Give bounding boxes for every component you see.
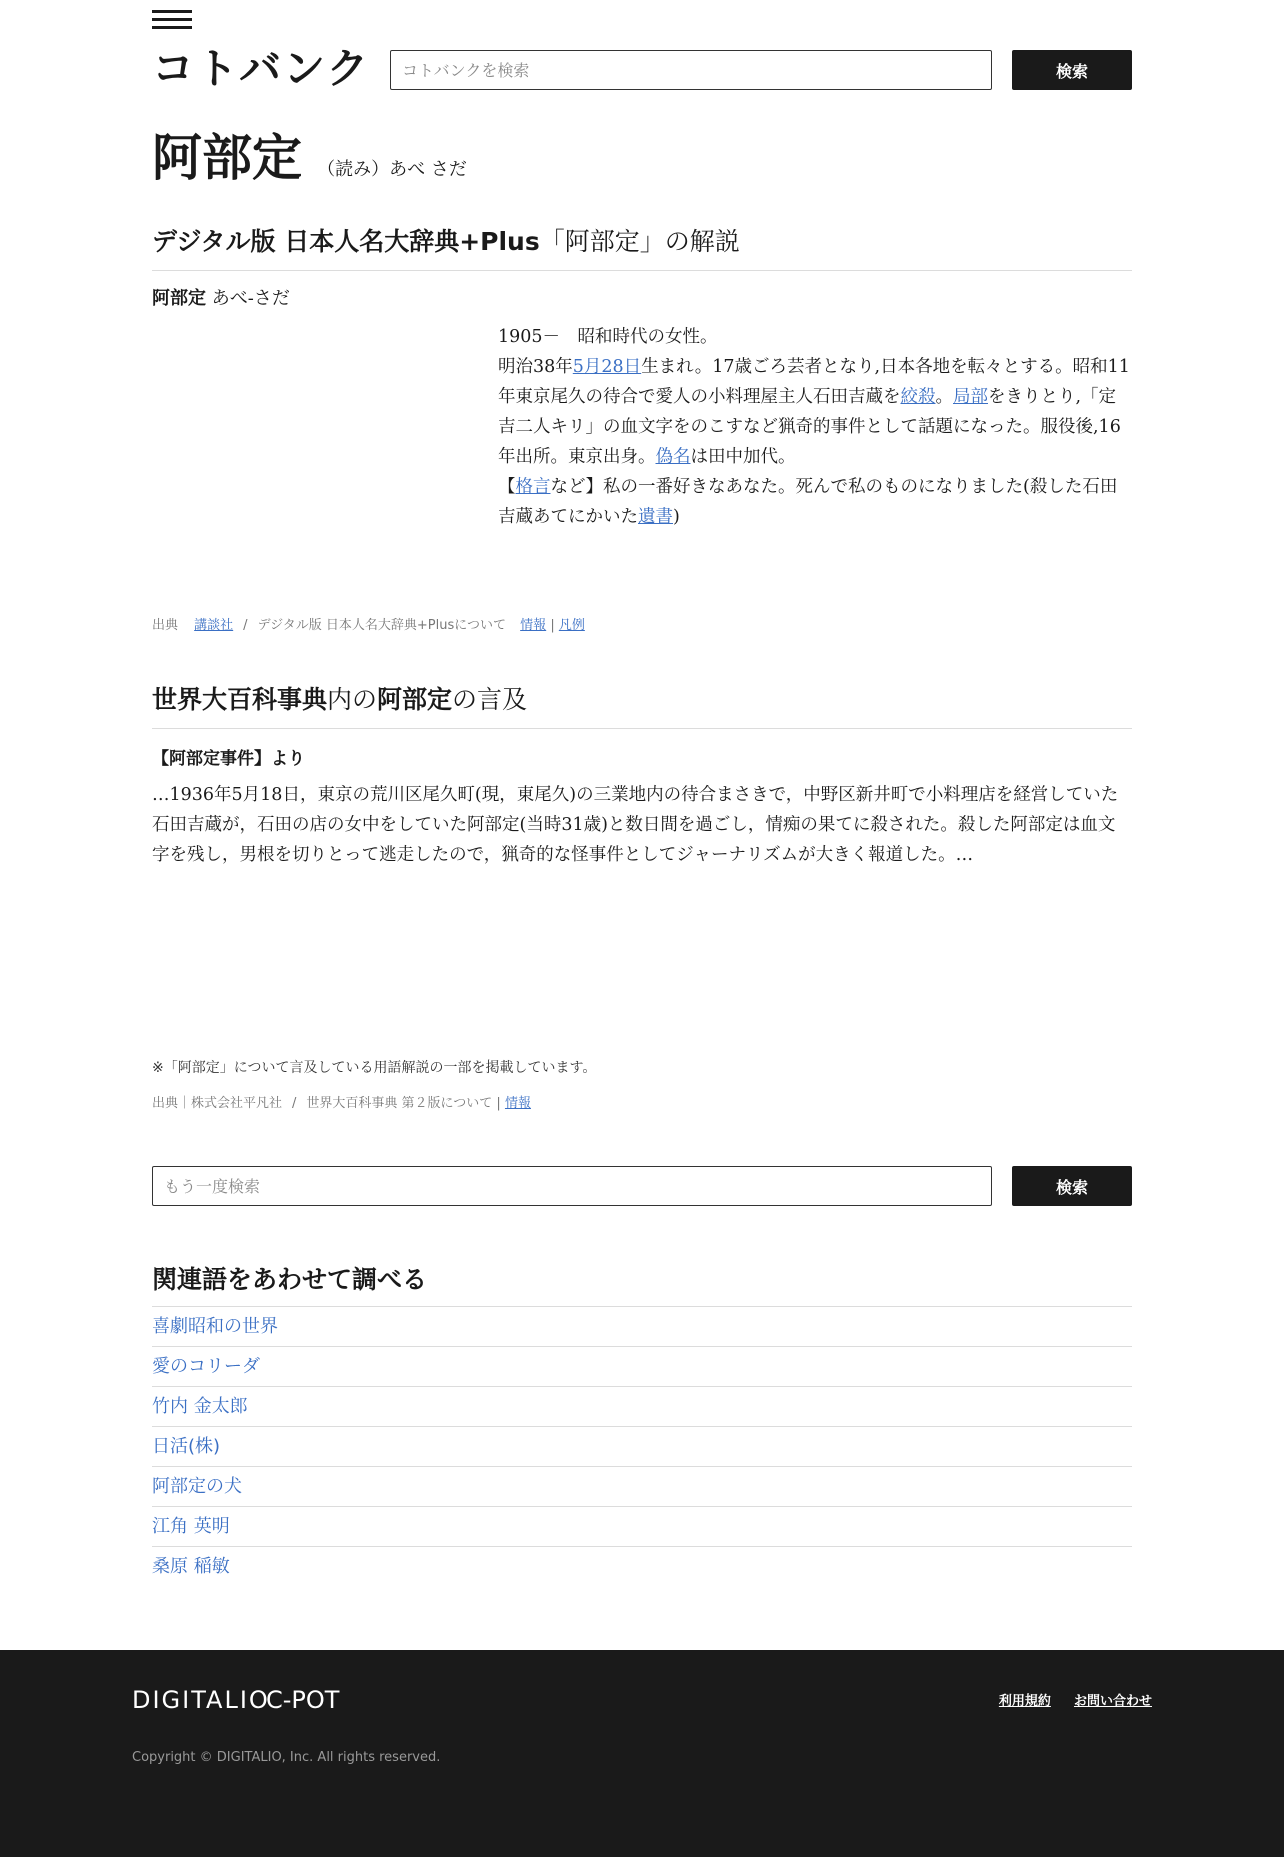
menu-icon-bar [152, 10, 192, 13]
link-kyokubu[interactable]: 局部 [953, 387, 988, 407]
related-link[interactable]: 阿部定の犬 [152, 1476, 242, 1497]
link-kousatsu[interactable]: 絞殺 [900, 387, 936, 407]
copyright: Copyright © DIGITALIO, Inc. All rights reserved. [132, 1750, 441, 1765]
heading-bold: 世界大百科事典 [152, 685, 328, 714]
search-button[interactable]: 検索 [1012, 50, 1132, 90]
page-title [152, 118, 467, 190]
source-label: 出典 [152, 618, 179, 633]
entry-text: 【 [498, 477, 516, 497]
quote-body: …1936年5月18日，東京の荒川区尾久町(現，東尾久)の三業地内の待合まさきで，中野区新井町で小料理店を経営していた石田吉蔵が，石田の店の女中をしていた阿部定(当時31歳)と数日間を過ごし，情痴の果てに殺された。殺した阿部定は血文字を残し，男根を切りとって逃走したので，猟奇的な怪事件としてジャーナリズムが大きく報道した。… [152, 785, 1119, 865]
source-pipe: | [496, 1096, 501, 1111]
entry-headword [152, 284, 290, 310]
list-item [152, 1306, 1132, 1346]
footer-links [981, 1690, 1152, 1709]
link-isho[interactable]: 遺書 [638, 507, 673, 527]
entry-text: をきりとり,「定吉二人キリ」の血文字をのこすなど猟奇的事件として話題になった。服役後,16年出所。東京出身。 [498, 387, 1121, 467]
related-title: 関連語をあわせて調べる [152, 1265, 428, 1294]
source-separator: / [243, 618, 248, 633]
link-info[interactable]: 情報 [504, 1096, 531, 1111]
section-heading-sekai-daihyakka [152, 680, 1132, 729]
entry-reading: あべ-さだ [211, 288, 290, 309]
list-item [152, 1386, 1132, 1426]
source-about: 世界大百科事典 第２版について [306, 1096, 493, 1111]
related-link[interactable]: 桑原 稲敏 [152, 1556, 230, 1577]
entry-lifespan: 1905－ 昭和時代の女性。 [498, 327, 718, 347]
page-title-text: 阿部定 [152, 129, 302, 187]
mention-note: ※「阿部定」について言及している用語解説の一部を掲載しています。 [152, 1060, 597, 1076]
search-again-button[interactable]: 検索 [1012, 1166, 1132, 1206]
section-heading-dictionary: デジタル版 日本人名大辞典+Plus [152, 227, 540, 256]
entry-text: は田中加代。 [690, 447, 796, 467]
related-link[interactable]: 愛のコリーダ [152, 1356, 260, 1377]
section-heading-nihon-jinmei [152, 222, 1132, 271]
entry-text: 。 [935, 387, 953, 407]
list-item [152, 1546, 1132, 1586]
entry-text: 生まれ。17歳ごろ芸者となり,日本各地を転々とする。昭和11年東京尾久の待合で愛人の小料理屋主人石田吉蔵を [498, 357, 1130, 407]
contact-link[interactable]: お問い合わせ [1073, 1694, 1152, 1709]
menu-icon-bar [152, 26, 192, 29]
source-credit-heibonsha [152, 1092, 531, 1111]
related-list [152, 1306, 1132, 1586]
cpot-logo[interactable]: C-POT [266, 1686, 340, 1714]
heading-text: 内の [327, 685, 378, 714]
digitalio-logo[interactable]: DIGITALIO [132, 1686, 270, 1714]
page-title-reading: （読み）あべ さだ [317, 159, 467, 180]
section-heading-rest: 「阿部定」の解説 [539, 227, 740, 256]
link-hanrei[interactable]: 凡例 [558, 618, 585, 633]
list-item [152, 1346, 1132, 1386]
heading-text: の言及 [452, 685, 528, 714]
related-link[interactable]: 竹内 金太郎 [152, 1396, 248, 1417]
related-link[interactable]: 江角 英明 [152, 1516, 230, 1537]
link-birthdate[interactable]: 5月28日 [572, 357, 642, 377]
source-publisher: 出典｜株式会社平凡社 [152, 1096, 283, 1111]
terms-link[interactable]: 利用規約 [998, 1694, 1051, 1709]
link-info[interactable]: 情報 [520, 618, 547, 633]
menu-icon-bar [152, 18, 192, 21]
source-credit-kodansha [152, 614, 585, 633]
link-gimei[interactable]: 偽名 [655, 447, 691, 467]
site-logo[interactable]: コトバンク [152, 44, 371, 93]
quote-heading: 【阿部定事件】より [152, 749, 305, 769]
entry-text: ) [673, 507, 680, 527]
heading-bold: 阿部定 [377, 685, 453, 714]
entry-quote [498, 472, 1132, 532]
entry-text: など】私の一番好きなあなた。死んで私のものになりました(殺した石田吉蔵あてにかいた [498, 477, 1118, 527]
link-kakugen[interactable]: 格言 [515, 477, 551, 497]
entry-text: 明治38年 [498, 357, 573, 377]
search-again-input[interactable] [152, 1166, 992, 1206]
list-item [152, 1426, 1132, 1466]
list-item [152, 1506, 1132, 1546]
entry-name: 阿部定 [152, 288, 206, 309]
entry-description [498, 322, 1132, 532]
link-publisher-kodansha[interactable]: 講談社 [194, 618, 234, 633]
menu-icon[interactable] [152, 10, 192, 30]
related-link[interactable]: 喜劇昭和の世界 [152, 1316, 278, 1337]
source-separator: / [292, 1096, 297, 1111]
source-pipe: | [550, 618, 555, 633]
source-about: デジタル版 日本人名大辞典+Plusについて [257, 618, 507, 633]
entry-paragraph [498, 352, 1132, 472]
list-item [152, 1466, 1132, 1506]
search-input[interactable] [390, 50, 992, 90]
related-link[interactable]: 日活(株) [152, 1436, 221, 1457]
footer [0, 1650, 1284, 1857]
